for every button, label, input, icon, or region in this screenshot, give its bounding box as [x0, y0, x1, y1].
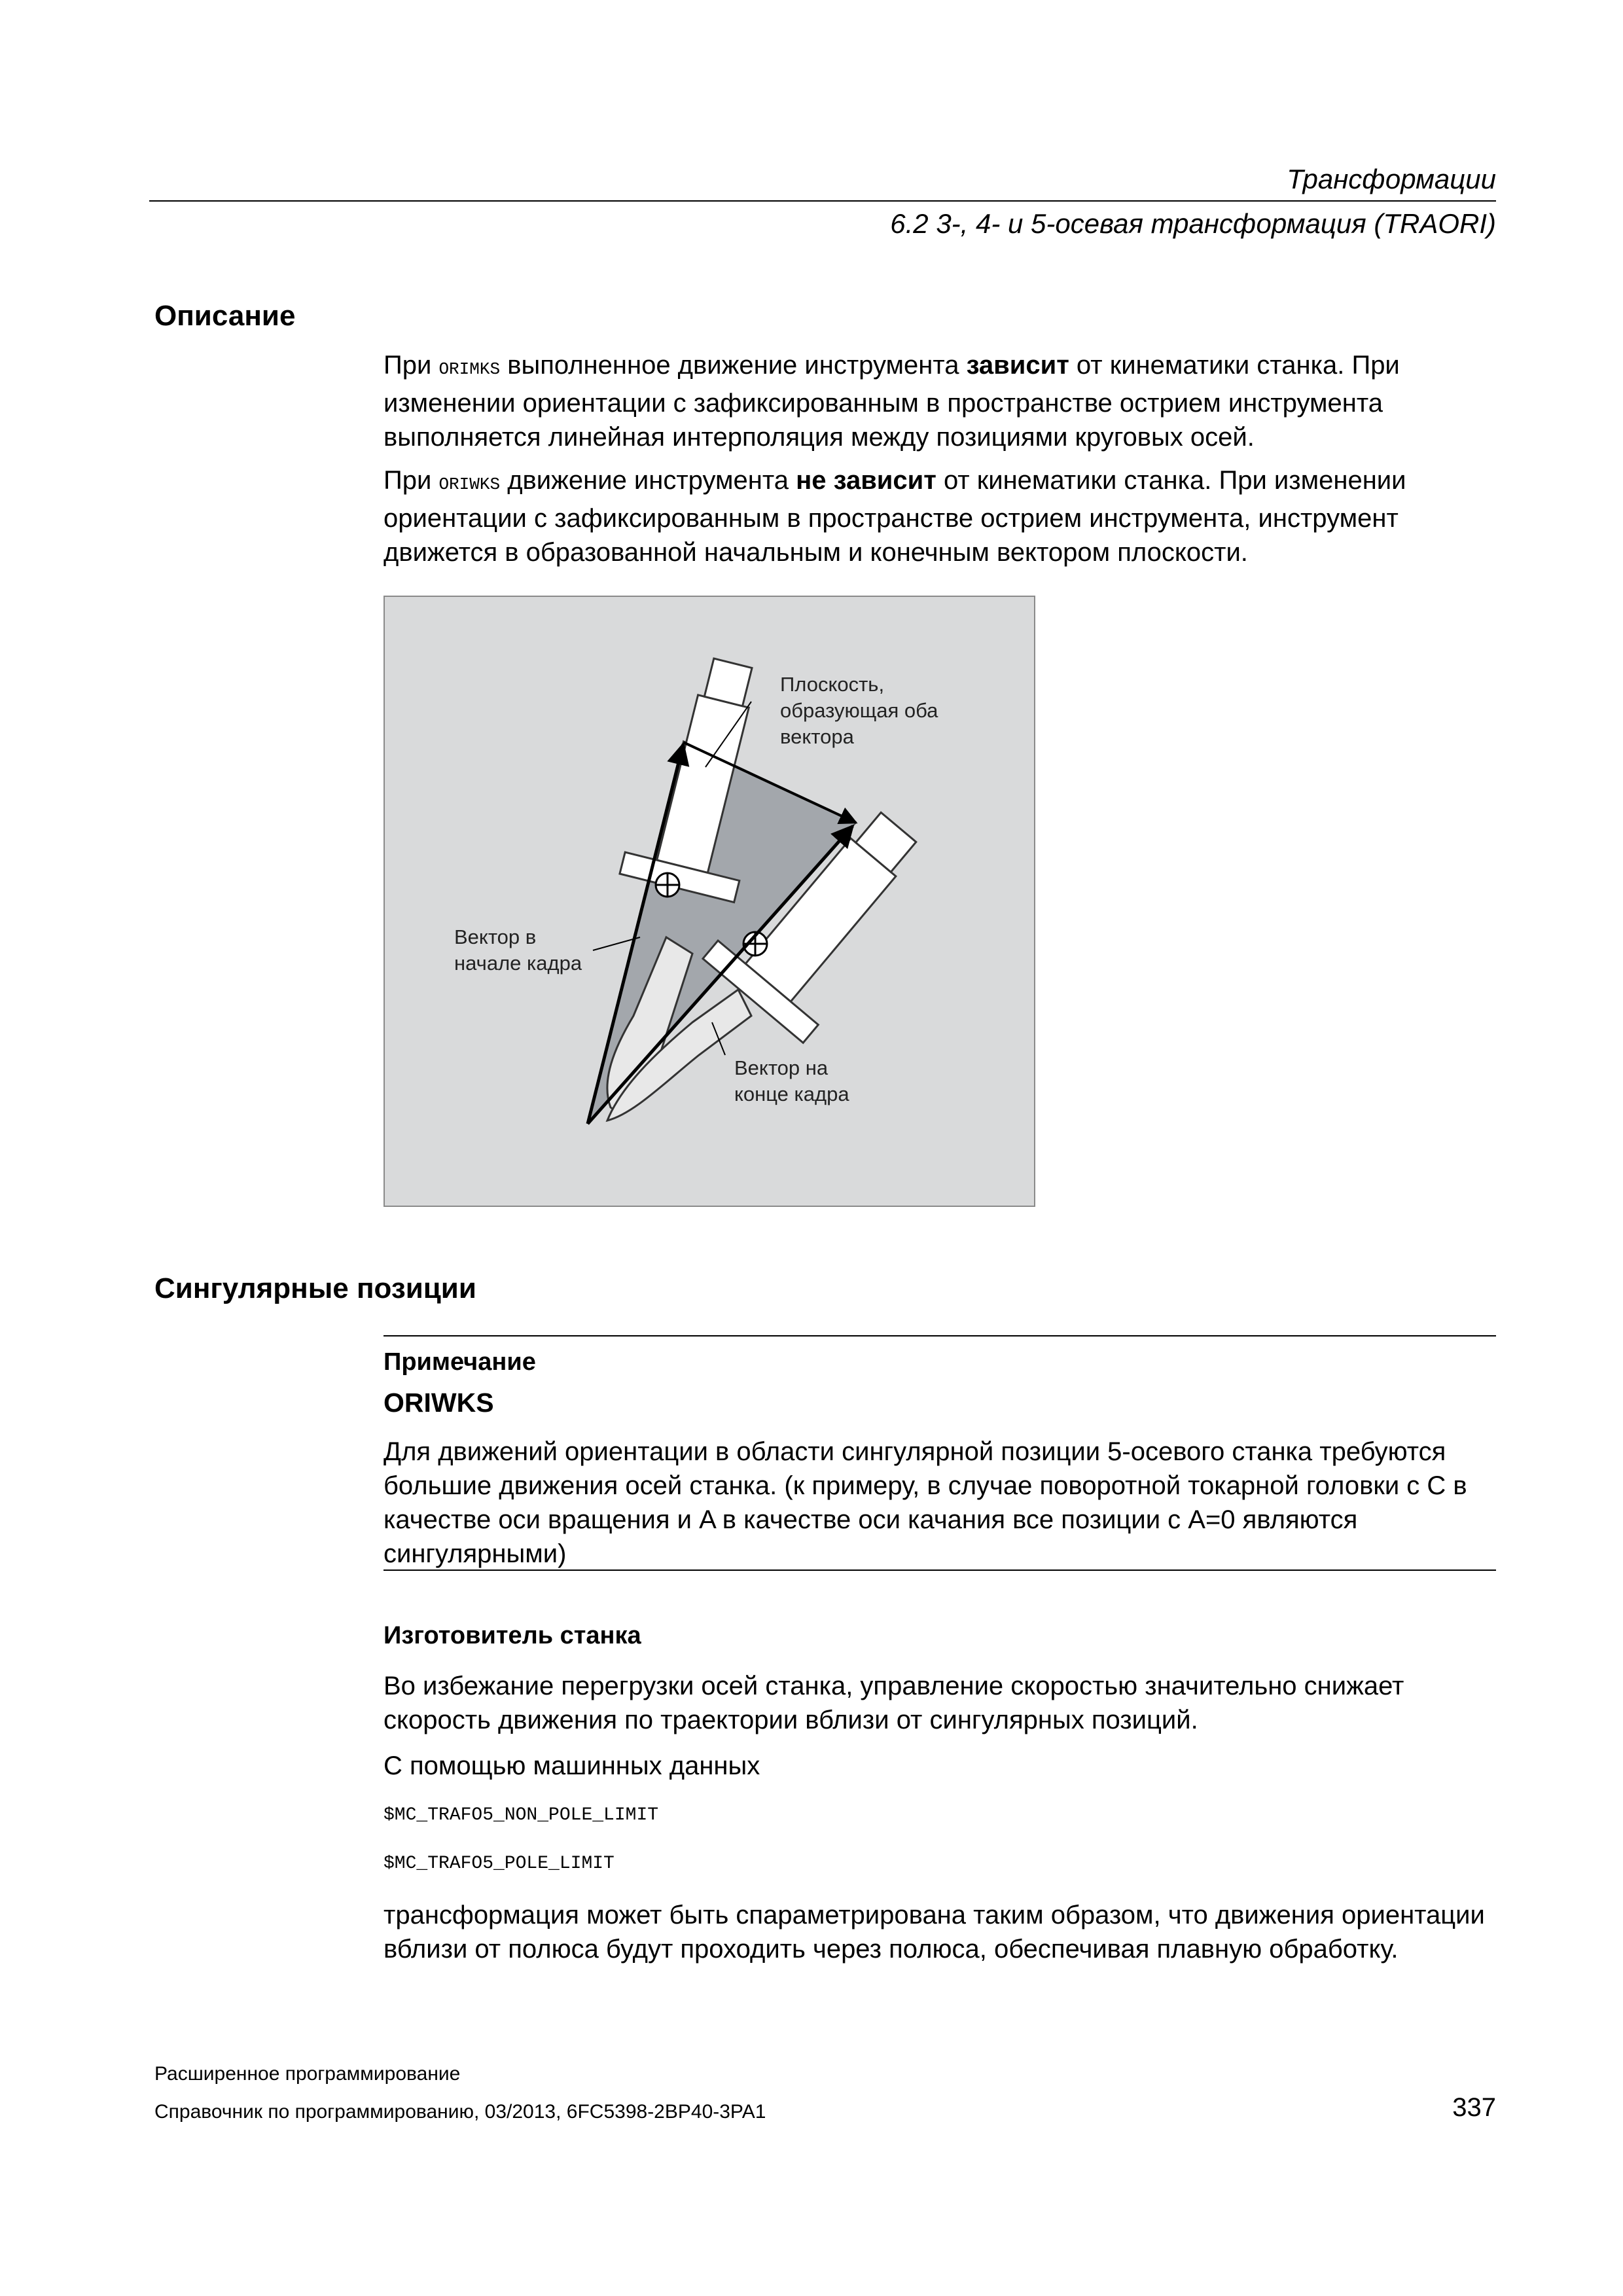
label-line: Плоскость,: [780, 673, 885, 696]
pivot-marker-start: [656, 873, 679, 897]
machine-data-code-1: $MC_TRAFO5_NON_POLE_LIMIT: [383, 1805, 659, 1825]
note-text: Для движений ориентации в области сингулярной позиции 5-осевого станка требуются большие движения осей станка. (к примеру, в случае поворотной токарной головки с C в качестве оси вращения и A в качестве оси качания все позиции с A=0 являются сингулярными): [383, 1437, 1467, 1568]
note-bottom-rule: [383, 1570, 1496, 1571]
figure-tool-orientation: [383, 596, 1035, 1207]
running-header-subtitle: 6.2 3-, 4- и 5-осевая трансформация (TRAORI): [890, 208, 1496, 239]
text: от кинематики станка. При изменении ориентации с зафиксированным в пространстве острием инструмента, инструмент движется в образованной начальным и конечным вектором плоскости.: [383, 466, 1406, 567]
text: от кинематики станка. При изменении ориентации с зафиксированным в пространстве острием инструмента выполняется линейная интерполяция между позициями круговых осей.: [383, 351, 1400, 452]
label-start-vector: [454, 924, 582, 977]
note-top-rule: [383, 1335, 1496, 1336]
label-line: образующая оба: [780, 699, 938, 722]
paragraph-oriwks: [383, 463, 1503, 569]
tool-orientation-illustration: [385, 597, 1037, 1208]
label-line: начале кадра: [454, 952, 582, 975]
machine-data-code-2: $MC_TRAFO5_POLE_LIMIT: [383, 1854, 615, 1874]
code-oriwks: ORIWKS: [438, 475, 501, 494]
footer-line-2: Справочник по программированию, 03/2013, 6FC5398-2BP40-3PA1: [154, 2101, 766, 2123]
label-line: Вектор в: [454, 925, 537, 948]
footer-line-1: Расширенное программирование: [154, 2063, 461, 2085]
header-rule: [149, 200, 1496, 202]
text: При: [383, 466, 439, 495]
running-header-title: Трансформации: [1287, 164, 1496, 194]
text: выполненное движение инструмента: [500, 351, 967, 380]
section-heading-description: Описание: [154, 300, 296, 332]
label-line: конце кадра: [734, 1083, 849, 1105]
note-title: ORIWKS: [383, 1388, 494, 1418]
label-plane: [780, 672, 938, 750]
text: движение инструмента: [500, 466, 796, 495]
text: При: [383, 351, 439, 380]
manufacturer-heading: Изготовитель станка: [383, 1622, 641, 1649]
label-line: вектора: [780, 725, 854, 748]
emphasis: зависит: [966, 351, 1069, 380]
page-number: 337: [1452, 2093, 1496, 2122]
code-orimks: ORIMKS: [438, 359, 501, 379]
manufacturer-paragraph-3: трансформация может быть спараметрирована таким образом, что движения ориентации вблизи от полюса будут проходить через полюса, обеспечивая плавную обработку.: [383, 1901, 1485, 1964]
note-label: Примечание: [383, 1348, 536, 1376]
label-end-vector: [734, 1055, 849, 1107]
label-line: Вектор на: [734, 1056, 829, 1079]
section-heading-singular: Сингулярные позиции: [154, 1272, 476, 1304]
emphasis: не зависит: [796, 466, 936, 495]
manufacturer-paragraph-1: Во избежание перегрузки осей станка, управление скоростью значительно снижает скорость движения по траектории вблизи от сингулярных позиций.: [383, 1672, 1404, 1734]
paragraph-orimks: [383, 348, 1503, 454]
manufacturer-paragraph-2: С помощью машинных данных: [383, 1751, 760, 1780]
